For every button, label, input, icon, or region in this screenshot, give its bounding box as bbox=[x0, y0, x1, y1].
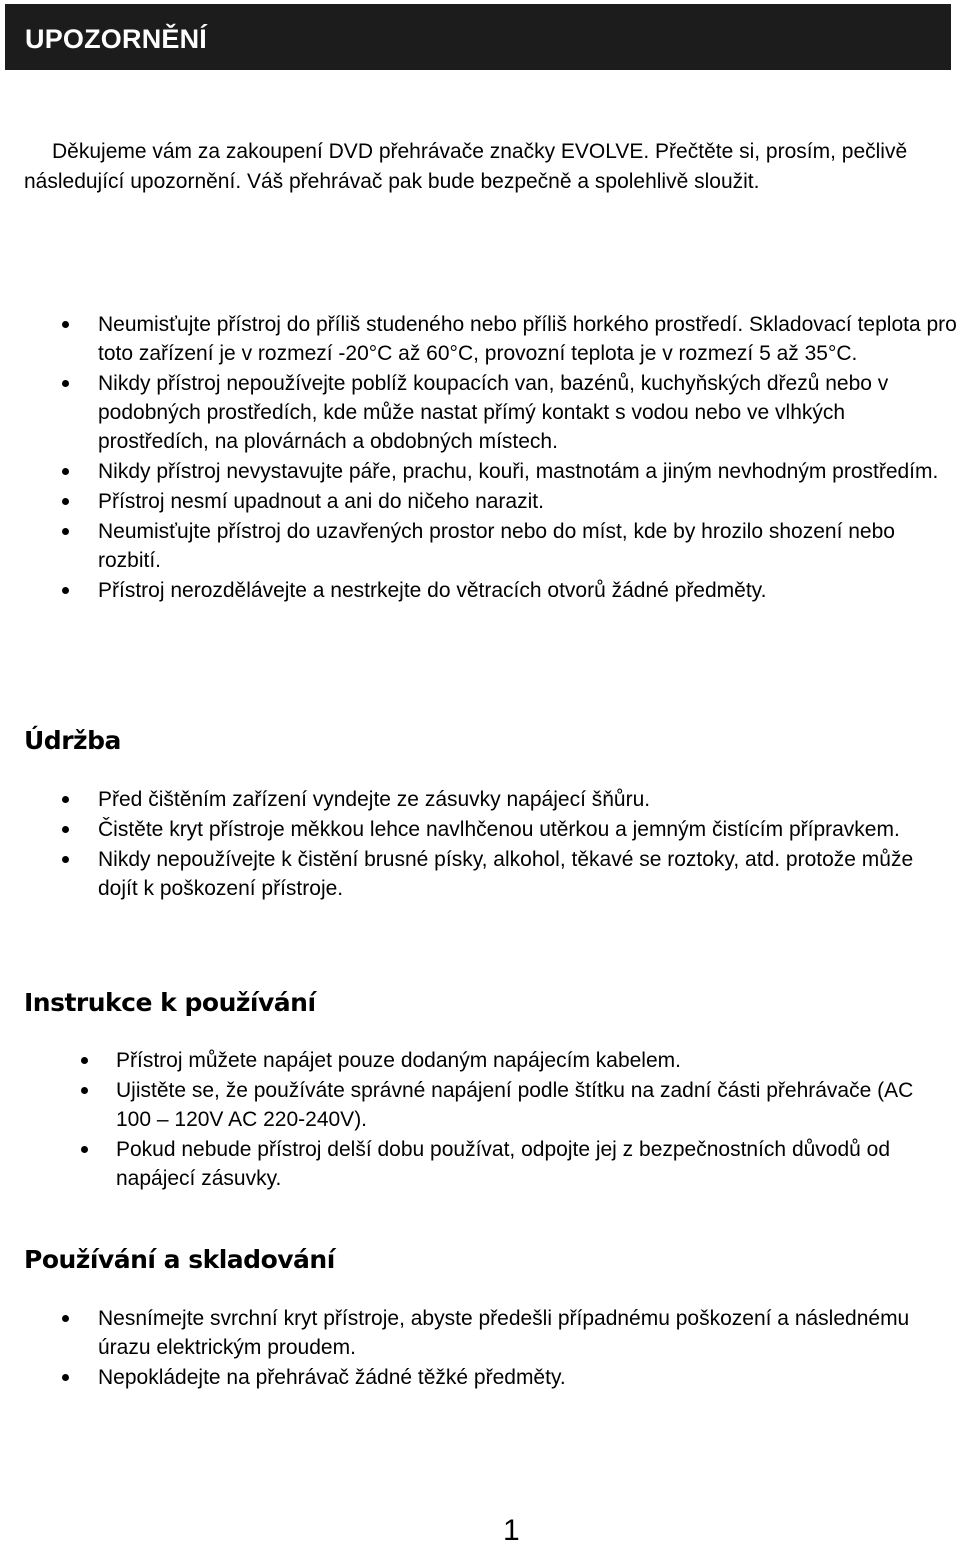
maintenance-list bbox=[24, 785, 944, 904]
list-item-text: Před čištěním zařízení vyndejte ze zásuvky napájecí šňůru. bbox=[98, 788, 651, 811]
bullet-icon bbox=[62, 498, 69, 505]
page-title: UPOZORNĚNÍ bbox=[25, 24, 208, 54]
usage-instructions-list bbox=[24, 1046, 924, 1194]
list-item bbox=[24, 487, 960, 516]
bullet-icon bbox=[62, 856, 69, 863]
list-item bbox=[24, 369, 960, 456]
warnings-list bbox=[24, 310, 960, 606]
list-item-text: Pokud nebude přístroj delší dobu používat, odpojte jej z bezpečnostních důvodů od napájecí zásuvky. bbox=[116, 1138, 891, 1190]
list-item-text: Ujistěte se, že používáte správné napájení podle štítku na zadní části přehrávače (AC 100 – 120V AC 220-240V). bbox=[116, 1079, 914, 1131]
header-banner bbox=[5, 4, 951, 70]
bullet-icon bbox=[62, 796, 69, 803]
list-item-text: Nikdy přístroj nevystavujte páře, prachu, kouři, mastnotám a jiným nevhodným prostředím. bbox=[98, 460, 939, 483]
list-item-text: Přístroj nerozdělávejte a nestrkejte do větracích otvorů žádné předměty. bbox=[98, 579, 767, 602]
use-and-storage-heading: Používání a skladování bbox=[24, 1245, 335, 1274]
bullet-icon bbox=[62, 380, 69, 387]
bullet-icon bbox=[62, 468, 69, 475]
list-item bbox=[24, 1076, 924, 1134]
list-item bbox=[24, 1363, 944, 1392]
list-item bbox=[24, 1304, 944, 1362]
list-item bbox=[24, 457, 960, 486]
list-item-text: Nesnímejte svrchní kryt přístroje, abyste předešli případnému poškození a následnému úrazu elektrickým proudem. bbox=[98, 1307, 910, 1359]
list-item bbox=[24, 785, 944, 814]
usage-instructions-heading: Instrukce k používání bbox=[24, 988, 316, 1017]
bullet-icon bbox=[62, 321, 69, 328]
list-item-text: Přístroj můžete napájet pouze dodaným napájecím kabelem. bbox=[116, 1049, 681, 1072]
list-item-text: Nepokládejte na přehrávač žádné těžké předměty. bbox=[98, 1366, 566, 1389]
page-number: 1 bbox=[503, 1514, 520, 1547]
bullet-icon bbox=[81, 1087, 88, 1094]
list-item-text: Neumisťujte přístroj do uzavřených prostor nebo do míst, kde by hrozilo shození nebo rozbití. bbox=[98, 520, 895, 572]
maintenance-heading: Údržba bbox=[24, 726, 121, 755]
list-item bbox=[24, 517, 960, 575]
list-item-text: Neumisťujte přístroj do příliš studeného nebo příliš horkého prostředí. Skladovací teplota pro toto zařízení je v rozmezí -20°C až 60°C, provozní teplota je v rozmezí 5 až 35°C. bbox=[98, 313, 957, 365]
bullet-icon bbox=[62, 1315, 69, 1322]
list-item-text: Nikdy nepoužívejte k čistění brusné písky, alkohol, těkavé se roztoky, atd. protože může dojít k poškození přístroje. bbox=[98, 848, 914, 900]
list-item bbox=[24, 1135, 924, 1193]
list-item-text: Čistěte kryt přístroje měkkou lehce navlhčenou utěrkou a jemným čistícím přípravkem. bbox=[98, 818, 900, 841]
bullet-icon bbox=[81, 1146, 88, 1153]
bullet-icon bbox=[62, 1374, 69, 1381]
list-item bbox=[24, 1046, 924, 1075]
list-item bbox=[24, 310, 960, 368]
use-and-storage-list bbox=[24, 1304, 944, 1393]
intro-paragraph: Děkujeme vám za zakoupení DVD přehrávače značky EVOLVE. Přečtěte si, prosím, pečlivě následující upozornění. Váš přehrávač pak bude bezpečně a spolehlivě sloužit. bbox=[24, 140, 908, 193]
bullet-icon bbox=[62, 528, 69, 535]
bullet-icon bbox=[62, 826, 69, 833]
list-item bbox=[24, 576, 960, 605]
list-item bbox=[24, 815, 944, 844]
bullet-icon bbox=[62, 587, 69, 594]
bullet-icon bbox=[81, 1057, 88, 1064]
list-item bbox=[24, 845, 944, 903]
list-item-text: Přístroj nesmí upadnout a ani do ničeho narazit. bbox=[98, 490, 544, 513]
list-item-text: Nikdy přístroj nepoužívejte poblíž koupacích van, bazénů, kuchyňských dřezů nebo v podobných prostředích, kde může nastat přímý kontakt s vodou nebo ve vlhkých prostředích, na plovárnách a obdobných místech. bbox=[98, 372, 889, 453]
